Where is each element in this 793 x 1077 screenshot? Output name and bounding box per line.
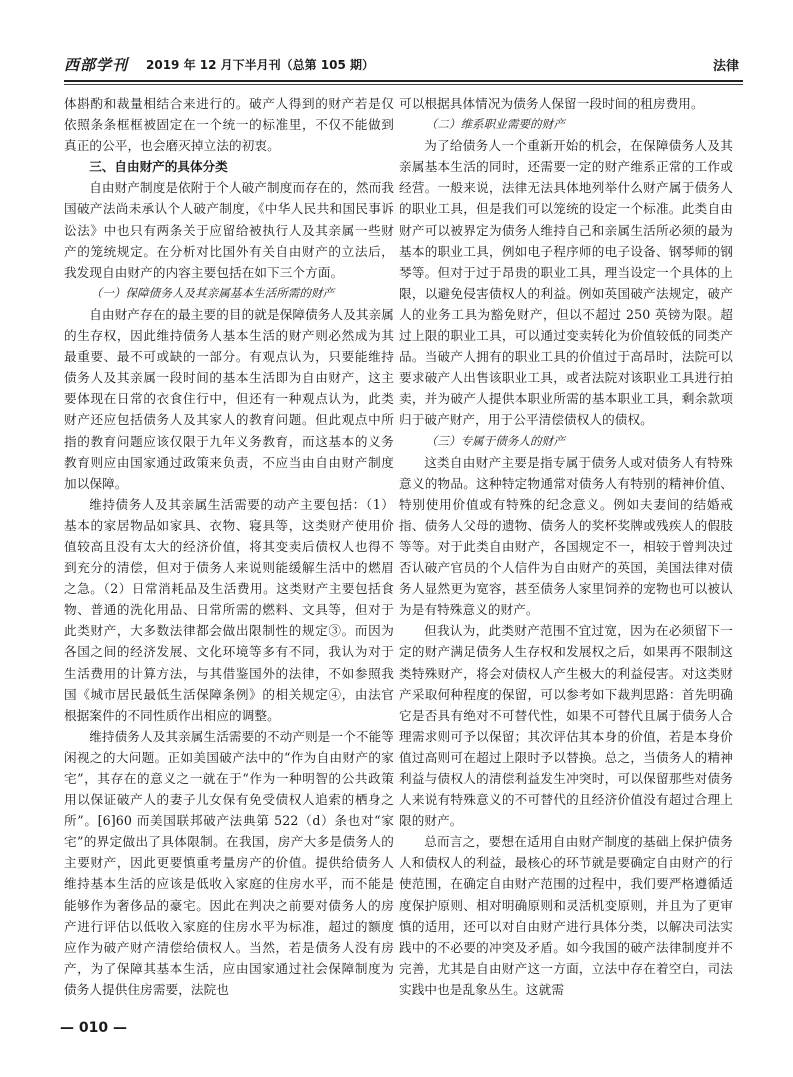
section-heading: （二）维系职业需要的财产 xyxy=(425,117,565,132)
section-heading: 三、自由财产的具体分类 xyxy=(89,159,228,175)
section-heading: （三）专属于债务人的财产 xyxy=(425,433,565,448)
paragraph: 自由财产存在的最主要的目的就是保障债务人及其亲属的生存权，因此维持债务人基本生活的财产则必然成为其最重要、最不可或缺的一部分。有观点认为，只要能维持债务人及其亲属一段时间的基本生活即为自由财产，这主要体现在日常的衣食住行中，但还有一种观点认为，此类财产还应包括债务人及其家人的教育问题。但此观点中所指的教育问题应该仅限于九年义务教育，而这基本的义务教育则应由国家通过政策来负责，不应当由自由财产制度加以保障。 xyxy=(64,306,394,491)
paragraph: 这类自由财产主要是指专属于债务人或对债务人有特殊意义的物品。这种特定物通常对债务人有特别的精神价值、特别使用价值或有特殊的纪念意义。例如夫妻间的结婚戒指、债务人父母的遗物、债务人的奖杯奖牌或残疾人的假肢等等。对于此类自由财产，各国规定不一，相较于曾判决过否认破产官员的个人信件为自由财产的英国，美国法律对债务人显然更为宽容，甚至债务人家里饲养的宠物也可以被认为是有特殊意义的财产。 xyxy=(399,454,733,618)
left-column xyxy=(64,93,394,1013)
journal-logo: 西部学刊 xyxy=(64,56,129,74)
section-tag: 法律 xyxy=(712,59,739,74)
paragraph: 维持债务人及其亲属生活需要的动产主要包括：（1）基本的家居物品如家具、衣物、寝具等，这类财产使用价值较高且没有太大的经济价值，将其变卖后债权人也得不到充分的清偿，但对于债务人来说则能缓解生活中的燃眉之急。（2）日常消耗品及生活费用。这类财产主要包括食物、普通的洗化用品、日常所需的燃料、文具等，但对于此类财产，大多数法律都会做出限制性的规定③。而因为各国之间的经济发展、文化环境等多有不同，我认为对于生活费用的计算方法，与其借鉴国外的法律，不如参照我国《城市居民最低生活保障条例》的相关规定④，由法官根据案件的不同性质作出相应的调整。 xyxy=(64,496,394,723)
paragraph: 自由财产制度是依附于个人破产制度而存在的，然而我国破产法尚未承认个人破产制度，《中华人民共和国民事诉讼法》中也只有两条关于应留给被执行人及其亲属一些财产的笼统规定。在分析对比国外有关自由财产的立法后，我发现自由财产的内容主要包括在如下三个方面。 xyxy=(64,180,394,280)
paragraph: 维持债务人及其亲属生活需要的不动产则是一个不能等闲视之的大问题。正如美国破产法中的“作为自由财产的家宅”，其存在的意义之一就在于“作为一种明智的公共政策用以保证破产人的妻子儿女保有免受债权人追索的栖身之所”。[6]60 而美国联邦破产法典第 522（d）条也对“家宅”的界定做出了具体限制。在我国，房产大多是债务人的主要财产，因此更要慎重考量房产的价值。提供给债务人维持基本生活的应该是低收入家庭的住房水平，而不能是能够作为奢侈品的豪宅。因此在判决之前要对债务人的房产进行评估以低收入家庭的住房水平为标准，超过的额度应作为破产财产清偿给债权人。当然，若是债务人没有房产，为了保障其基本生活，应由国家通过社会保障制度为债务人提供住房需要，法院也 xyxy=(64,728,394,997)
paragraph: 为了给债务人一个重新开始的机会，在保障债务人及其亲属基本生活的同时，还需要一定的财产维系正常的工作或经营。一般来说，法律无法具体地列举什么财产属于债务人的职业工具，但是我们可以笼统的设定一个标准。此类自由财产可以被界定为债务人维持自己和亲属生活所必须的最为基本的职业工具，例如电子程序师的电子设备、钢琴师的钢琴等。但对于过于昂贵的职业工具，理当设定一个具体的上限，以避免侵害债权人的利益。例如英国破产法规定，破产人的业务工具为豁免财产，但以不超过 250 英镑为限。超过上限的职业工具，可以通过变卖转化为价值较低的同类产品。当破产人拥有的职业工具的价值过于高昂时，法院可以要求破产人出售该职业工具，或者法院对该职业工具进行拍卖，并为破产人提供本职业所需的基本职业工具，剩余款项归于破产财产，用于公平清偿债权人的债权。 xyxy=(399,138,733,428)
issue-info: 2019 年 12 月下半月刊（总第 105 期） xyxy=(146,58,375,72)
section-heading: （一）保障债务人及其亲属基本生活所需的财产 xyxy=(90,285,335,300)
paragraph: 可以根据具体情况为债务人保留一段时间的租房费用。 xyxy=(399,96,704,111)
paragraph: 体斟酌和裁量相结合来进行的。破产人得到的财产若是仅依照条条框框被固定在一个统一的标准里，不仅不能做到真正的公平，也会磨灭掉立法的初衷。 xyxy=(64,96,394,154)
paragraph: 总而言之，要想在适用自由财产制度的基础上保护债务人和债权人的利益，最核心的环节就是要确定自由财产的行使范围，在确定自由财产范围的过程中，我们要严格遵循适度保护原则、相对明确原则和灵活机变原则，并且为了更审慎的适用，还可以对自由财产进行具体分类，以解决司法实践中的不必要的冲突及矛盾。如今我国的破产法律制度并不完善，尤其是自由财产这一方面，立法中存在着空白，司法实践中也是乱象丛生。这就需 xyxy=(399,834,733,997)
paragraph: 但我认为，此类财产范围不宜过宽，因为在必须留下一定的财产满足债务人生存权和发展权之后，如果再不限制这类特殊财产，将会对债权人产生极大的利益侵害。对这类财产采取何种程度的保留，可以参考如下裁判思路：首先明确它是否具有绝对不可替代性，如果不可替代且属于债务人合理需求则可予以保留；其次评估其本身的价值，若是本身价值过高则可在超过上限时予以替换。总之，当债务人的精神利益与债权人的清偿利益发生冲突时，可以保留那些对债务人来说有特殊意义的不可替代的且经济价值没有超过合理上限的财产。 xyxy=(399,623,733,829)
page-number: — 010 — xyxy=(60,1020,127,1036)
header-rule xyxy=(64,84,743,85)
right-column xyxy=(399,93,733,1013)
running-header xyxy=(64,50,743,82)
